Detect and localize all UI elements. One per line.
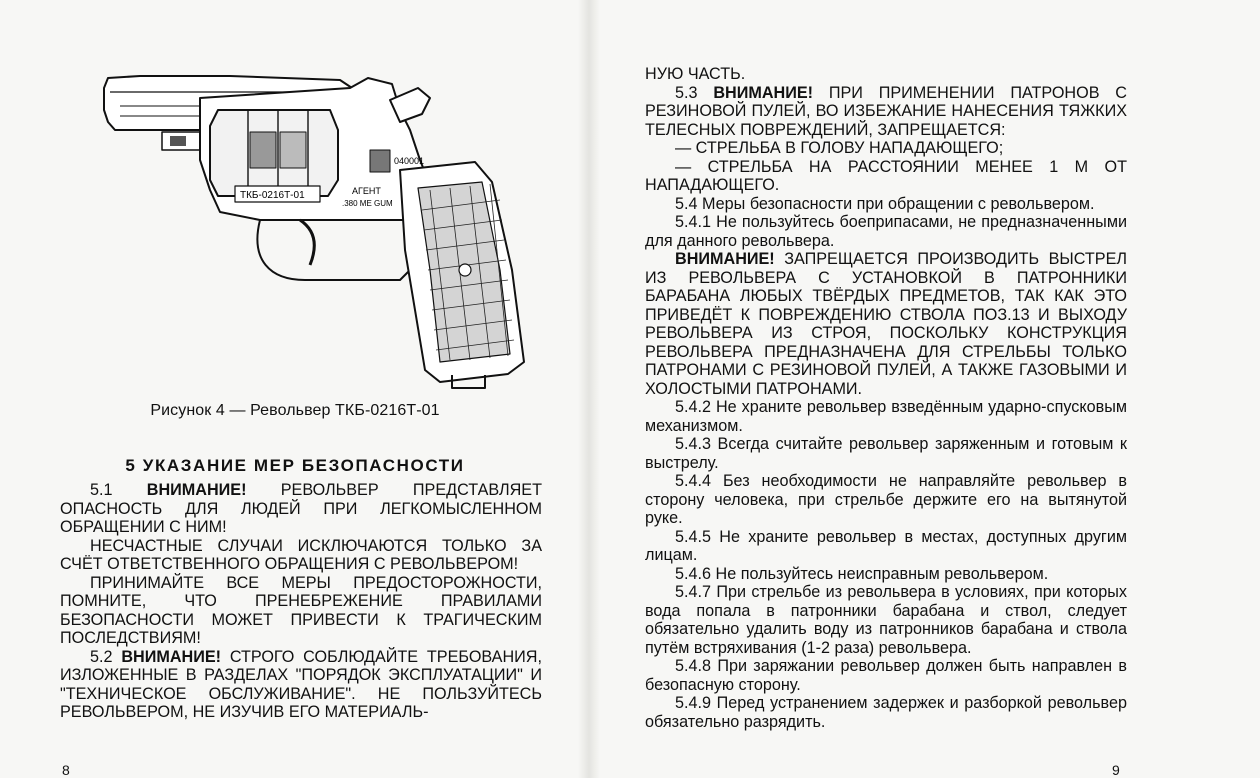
paragraph-number: 5.3 [675, 83, 714, 102]
paragraph-number: 5.4 [675, 194, 703, 213]
paragraph [645, 657, 1127, 694]
paragraph-text: Не храните револьвер взведённым ударно-спусковым механизмом. [645, 398, 1127, 435]
paragraph [645, 528, 1127, 565]
paragraph-number: 5.4.7 [675, 583, 717, 601]
paragraph-number: 5.4.3 [675, 435, 718, 453]
page-number-right: 9 [1112, 762, 1120, 778]
paragraph-text: Не пользуйтесь боеприпасами, не предназначенными для данного револьвера. [645, 213, 1127, 250]
paragraph-text: Всегда считайте револьвер заряженным и готовым к выстрелу. [645, 435, 1127, 472]
warning-label: ВНИМАНИЕ! [675, 250, 775, 268]
paragraph-text: СТРОГО СОБЛЮДАЙТЕ ТРЕБОВАНИЯ, ИЗЛОЖЕННЫЕ В РАЗДЕЛАХ "ПОРЯДОК ЭКСПЛУАТАЦИИ" И "ТЕХНИЧЕСКОЕ ОБСЛУЖИВАНИЕ". НЕ ПОЛЬЗУЙТЕСЬ РЕВОЛЬВЕРОМ, НЕ ИЗУЧИВ ЕГО МАТЕРИАЛЬ- [60, 647, 542, 721]
paragraph [645, 398, 1127, 435]
paragraph [60, 481, 542, 537]
paragraph-number: 5.4.9 [675, 694, 717, 712]
paragraph-text: ПРИ ПРИМЕНЕНИИ ПАТРОНОВ С РЕЗИНОВОЙ ПУЛЕЙ, ВО ИЗБЕЖАНИЕ НАНЕСЕНИЯ ТЯЖКИХ ТЕЛЕСНЫХ ПОВРЕЖДЕНИЙ, ЗАПРЕЩАЕТСЯ: [645, 83, 1127, 139]
paragraph [60, 648, 542, 722]
paragraph-number: 5.4.1 [675, 213, 717, 231]
paragraph [60, 537, 542, 574]
model-marking: ТКБ-0216Т-01 [240, 190, 305, 201]
figure-caption: Рисунок 4 — Револьвер ТКБ-0216Т-01 [150, 402, 440, 419]
warning-label: ВНИМАНИЕ! [713, 83, 814, 102]
paragraph-text: Меры безопасности при обращении с револьвером. [702, 194, 1095, 213]
paragraph-number: 5.4.2 [675, 398, 716, 416]
paragraph [60, 574, 542, 648]
serial-marking: 040001 [394, 156, 425, 166]
paragraph [645, 583, 1127, 657]
warning-label: ВНИМАНИЕ! [121, 647, 222, 666]
paragraph-text: НЕСЧАСТНЫЕ СЛУЧАИ ИСКЛЮЧАЮТСЯ ТОЛЬКО ЗА СЧЁТ ОТВЕТСТВЕННОГО ОБРАЩЕНИЯ С РЕВОЛЬВЕРОМ! [60, 536, 542, 573]
paragraph [645, 139, 1127, 158]
caliber-marking: .380 ME GUM [342, 199, 393, 208]
left-text-column [60, 481, 542, 722]
warning-label: ВНИМАНИЕ! [146, 481, 247, 499]
page-number-left: 8 [62, 762, 70, 778]
paragraph [645, 213, 1127, 250]
paragraph [645, 158, 1127, 195]
paragraph-text: При заряжании револьвер должен быть направлен в безопасную сторону. [645, 657, 1127, 694]
paragraph-text: НУЮ ЧАСТЬ. [645, 65, 746, 83]
paragraph-number: 5.4.6 [675, 564, 716, 583]
paragraph [645, 472, 1127, 528]
paragraph-text: При стрельбе из револьвера в условиях, при которых вода попала в патронники барабана и ствол, следует обязательно удалить воду из патронников барабана и ствола путём встряхивания (1-2 раза) револьвера. [645, 583, 1127, 657]
paragraph-text: РЕВОЛЬВЕР ПРЕДСТАВЛЯЕТ ОПАСНОСТЬ ДЛЯ ЛЮДЕЙ ПРИ ЛЕГКОМЫСЛЕННОМ ОБРАЩЕНИИ С НИМ! [60, 481, 542, 536]
paragraph-number: 5.4.4 [675, 472, 723, 490]
right-text-column [645, 65, 1127, 731]
paragraph-text: — СТРЕЛЬБА В ГОЛОВУ НАПАДАЮЩЕГО; [675, 139, 1004, 157]
paragraph-text: Не пользуйтесь неисправным револьвером. [715, 564, 1049, 583]
paragraph-text: ЗАПРЕЩАЕТСЯ ПРОИЗВОДИТЬ ВЫСТРЕЛ ИЗ РЕВОЛЬВЕРА С УСТАНОВКОЙ В ПАТРОННИКИ БАРАБАНА ЛЮБЫХ ТВЁРДЫХ ПРЕДМЕТОВ, ТАК КАК ЭТО ПРИВЕДЁТ К ПОВРЕЖДЕНИЮ СТВОЛА ПОЗ.13 И ВЫХОДУ РЕВОЛЬВЕРА ИЗ СТРОЯ, ПОСКОЛЬКУ КОНСТРУКЦИЯ РЕВОЛЬВЕРА ПРЕДНАЗНАЧЕНА ДЛЯ СТРЕЛЬБЫ ТОЛЬКО ПАТРОНАМИ С РЕЗИНОВОЙ ПУЛЕЙ, А ТАКЖЕ ГАЗОВЫМИ И ХОЛОСТЫМИ ПАТРОНАМИ. [645, 250, 1127, 398]
paragraph-text: Без необходимости не направляйте револьвер в сторону человека, при стрельбе держите его на вытянутой руке. [645, 472, 1127, 527]
paragraph [645, 250, 1127, 398]
paragraph-number: 5.4.5 [675, 527, 720, 546]
paragraph [645, 435, 1127, 472]
paragraph-number: 5.4.8 [675, 657, 718, 675]
paragraph-text: ПРИНИМАЙТЕ ВСЕ МЕРЫ ПРЕДОСТОРОЖНОСТИ, ПОМНИТЕ, ЧТО ПРЕНЕБРЕЖЕНИЕ ПРАВИЛАМИ БЕЗОПАСНОСТИ МОЖЕТ ПРИВЕСТИ К ТРАГИЧЕСКИМ ПОСЛЕДСТВИЯМ! [60, 573, 542, 647]
paragraph [645, 195, 1127, 214]
paragraph [645, 84, 1127, 140]
section-title: 5 УКАЗАНИЕ МЕР БЕЗОПАСНОСТИ [125, 456, 465, 475]
brand-marking: АГЕНТ [352, 186, 381, 196]
book-spine [578, 0, 600, 778]
paragraph-text: Не храните револьвер в местах, доступных другим лицам. [645, 527, 1127, 564]
paragraph [645, 65, 1127, 84]
paragraph [645, 565, 1127, 584]
trigger-guard [257, 220, 420, 280]
paragraph-text: — СТРЕЛЬБА НА РАССТОЯНИИ МЕНЕЕ 1 М ОТ НАПАДАЮЩЕГО. [645, 157, 1127, 194]
paragraph-text: Перед устранением задержек и разборкой револьвер обязательно разрядить. [645, 694, 1127, 731]
paragraph [645, 694, 1127, 731]
paragraph-number: 5.1 [90, 481, 147, 499]
paragraph-number: 5.2 [90, 647, 122, 666]
revolver-illustration [100, 70, 540, 390]
